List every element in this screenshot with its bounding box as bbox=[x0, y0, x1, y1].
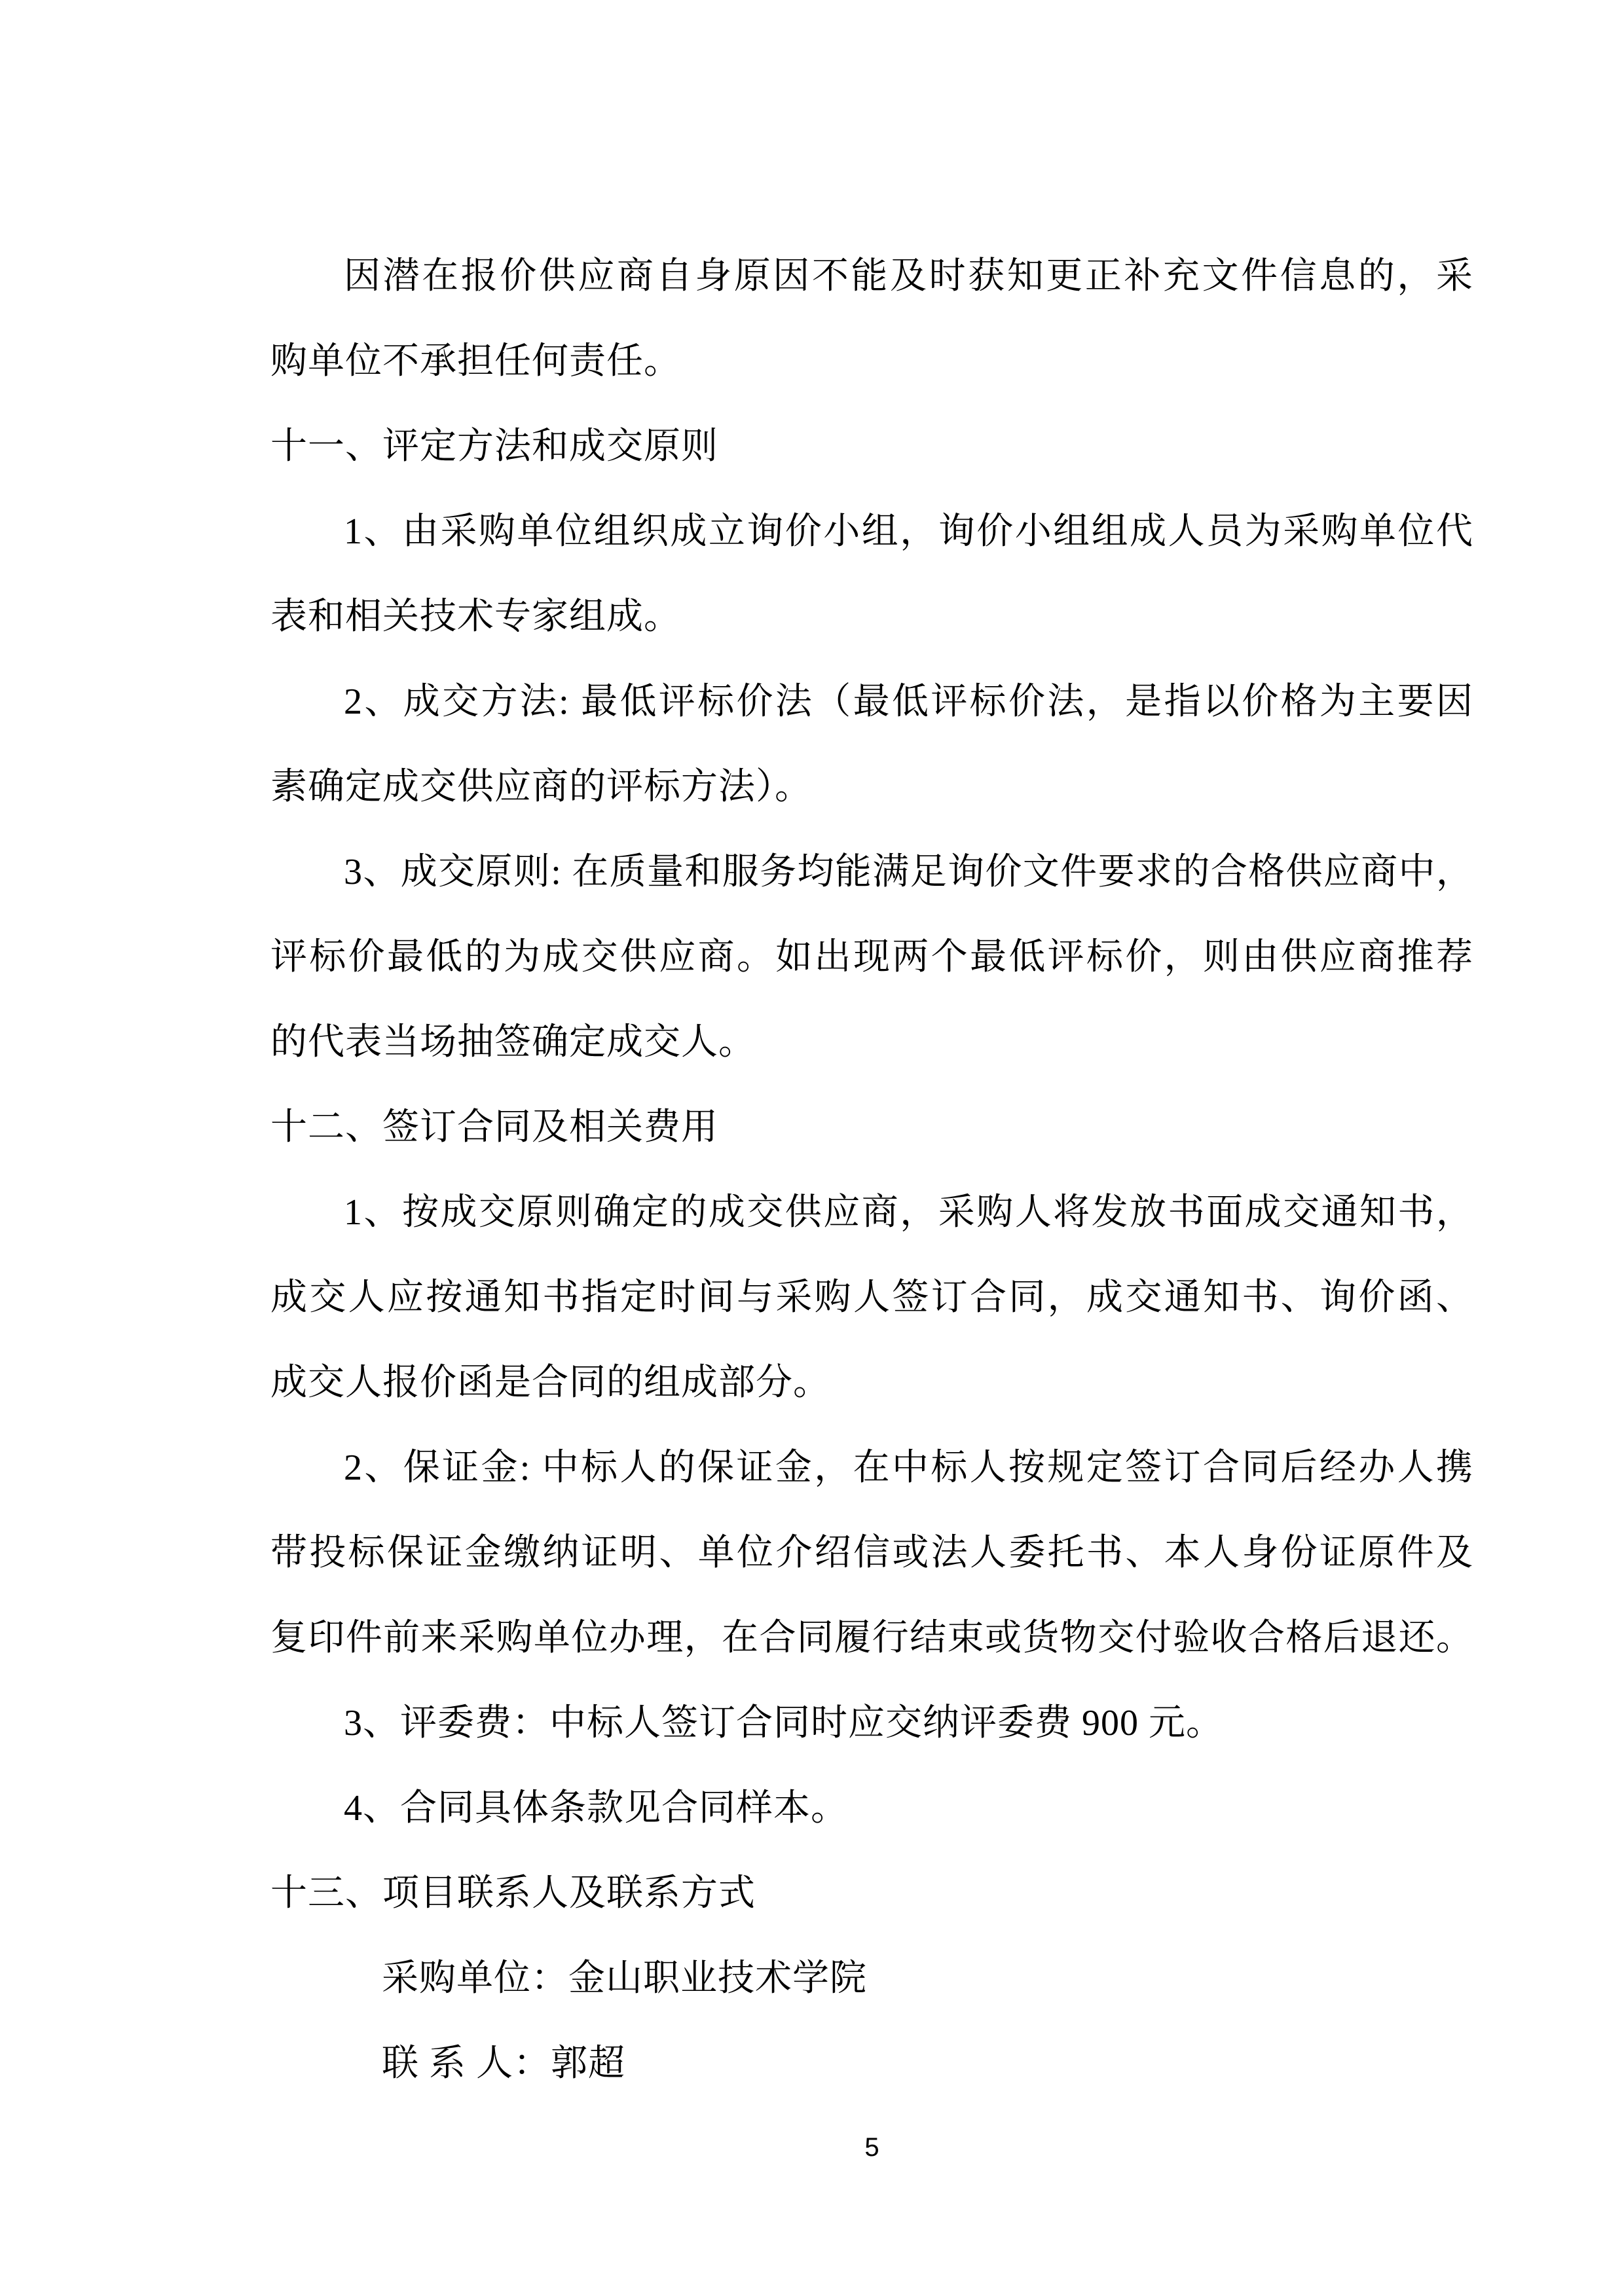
document-line: 成交人应按通知书指定时间与采购人签订合同，成交通知书、询价函、 bbox=[270, 1277, 1473, 1318]
document-line: 十二、签订合同及相关费用 bbox=[270, 1107, 718, 1148]
document-line: 因潜在报价供应商自身原因不能及时获知更正补充文件信息的，采 bbox=[344, 256, 1473, 297]
document-line: 采购单位：金山职业技术学院 bbox=[382, 1958, 867, 1999]
document-line: 4、合同具体条款见合同样本。 bbox=[344, 1788, 848, 1829]
document-line: 3、评委费：中标人签订合同时应交纳评委费 900 元。 bbox=[344, 1703, 1223, 1743]
page-number: 5 bbox=[864, 2133, 879, 2162]
document-line: 2、成交方法: 最低评标价法（最低评标价法，是指以价格为主要因 bbox=[344, 682, 1473, 722]
document-line: 1、按成交原则确定的成交供应商，采购人将发放书面成交通知书， bbox=[344, 1192, 1473, 1233]
document-line: 表和相关技术专家组成。 bbox=[270, 596, 681, 637]
document-line: 评标价最低的为成交供应商。如出现两个最低评标价，则由供应商推荐 bbox=[270, 937, 1473, 977]
document-line: 联 系 人：郭超 bbox=[382, 2043, 625, 2084]
document-line: 带投标保证金缴纳证明、单位介绍信或法人委托书、本人身份证原件及 bbox=[270, 1533, 1473, 1573]
document-line: 1、由采购单位组织成立询价小组，询价小组组成人员为采购单位代 bbox=[344, 511, 1473, 552]
document-line: 2、保证金: 中标人的保证金，在中标人按规定签订合同后经办人携 bbox=[344, 1448, 1473, 1488]
document-line: 3、成交原则: 在质量和服务均能满足询价文件要求的合格供应商中， bbox=[344, 852, 1473, 892]
document-body bbox=[270, 234, 1473, 2106]
document-line: 成交人报价函是合同的组成部分。 bbox=[270, 1362, 830, 1403]
document-line: 素确定成交供应商的评标方法）。 bbox=[270, 767, 812, 807]
document-line: 的代表当场抽签确定成交人。 bbox=[270, 1022, 756, 1063]
document-line: 复印件前来采购单位办理，在合同履行结束或货物交付验收合格后退还。 bbox=[270, 1618, 1473, 1658]
document-line: 十一、评定方法和成交原则 bbox=[270, 426, 718, 467]
document-line: 购单位不承担任何责任。 bbox=[270, 341, 681, 382]
document-line: 十三、项目联系人及联系方式 bbox=[270, 1873, 756, 1914]
